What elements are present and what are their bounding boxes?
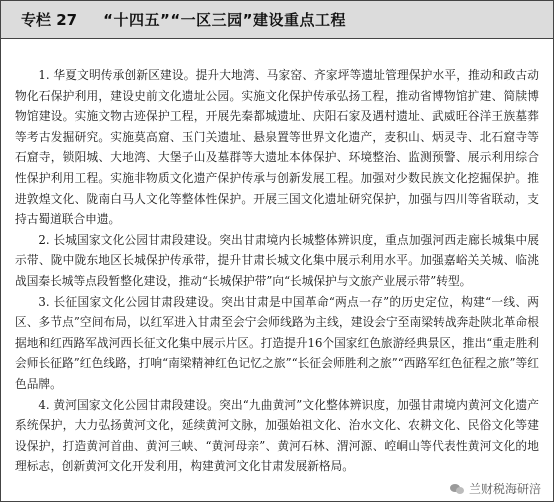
column-label: 专栏 27: [21, 11, 78, 29]
paragraph-3: 3. 长征国家文化公园甘肃段建设。突出甘肃是中国革命“两点一存”的历史定位，构建“一线、两区、多节点”空间布局，以红军进入甘肃至会宁会师线路为主线，建设会宁至南梁转战奔赴陕北革命根据地和红西路军战河西长征文化集中展示片区。打造提升16个国家红色旅游经典景区，推出“重走胜利会师长征路”红色线路，打响“南梁精神红色记忆之旅”“长征会师胜利之旅”“西路军红色征程之旅”等红色品牌。: [15, 294, 539, 391]
paragraph-4: 4. 黄河国家文化公园甘肃段建设。突出“九曲黄河”文化整体辨识度，加强甘肃境内黄河文化遗产系统保护，大力弘扬黄河文化，延续黄河文脉，加强始祖文化、治水文化、农耕文化、民俗文化等建设保护，打造黄河首曲、黄河三峡、“黄河母亲”、黄河石林、渭河源、崆峒山等代表性黄河文化的地理标志，创新黄河文化开发利用，构建黄河文化甘肃发展新格局。: [15, 397, 539, 474]
watermark: [447, 479, 544, 498]
paragraph-1: 1. 华夏文明传承创新区建设。提升大地湾、马家窑、齐家坪等遗址管理保护水平，推动和政古动物化石保护利用，建设史前文化遗址公园。实施文化保护传承弘扬工程，推动省博物馆扩建、简牍博物馆建设。实施文物古迹保护工程，开展先秦都城遗址、庆阳石家及遇村遗址、武威旺谷洋王族墓葬等考古发掘研究。实施莫高窟、玉门关遗址、悬泉置等世界文化遗产，麦积山、炳灵寺、北石窟寺等石窟寺，锁阳城、大地湾、大堡子山及墓群等大遗址本体保护、环境整治、监测预警、展示利用综合性保护利用工程。实施非物质文化遗产保护传承与创新发展工程。加强对少数民族文化挖掘保护。推进敦煌文化、陇南白马人文化等整体性保护。开展三国文化遗址研究保护，加强与四川等省联动，支持古蜀道联合申遗。: [15, 68, 539, 227]
paragraph-2: 2. 长城国家文化公园甘肃段建设。突出甘肃境内长城整体辨识度，重点加强河西走廊长城集中展示带、陇中陇东地区长城保护传承带，提升甘肃长城文化集中展示利用水平。加强嘉峪关关城、临洮战国秦长城等点段暂整化建设，推动“长城保护带”向“长城保护与文旅产业展示带”转型。: [15, 232, 539, 288]
box-content: [15, 65, 539, 477]
wechat-icon: [450, 483, 465, 495]
box-title: “十四五”“一区三园”建设重点工程: [103, 11, 347, 29]
watermark-text: 兰财税海研涪: [468, 482, 541, 496]
box-header: [1, 1, 553, 39]
